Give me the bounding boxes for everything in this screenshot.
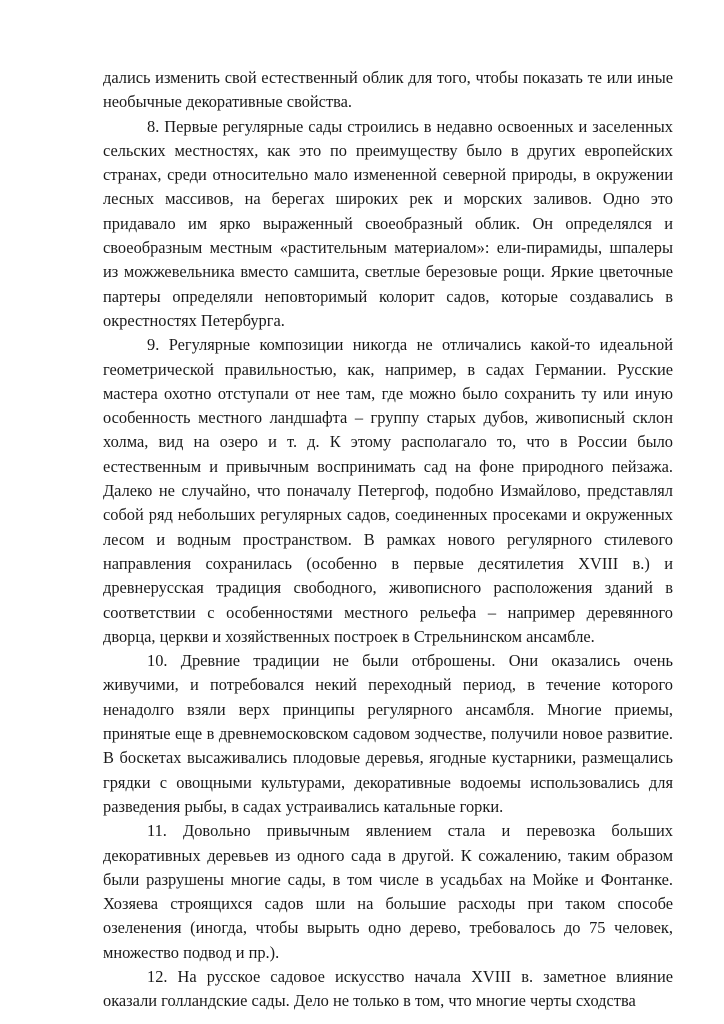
paragraph-10: 10. Древние традиции не были отброшены. Они оказались очень живучими, и потребовался некий переходный период, в течение которого ненадолго взяли верх принципы регулярного ансамбля. Многие приемы, принятые еще в древнемосковском садовом зодчестве, получили новое развитие. В боскетах высаживались плодовые деревья, ягодные кустарники, размещались грядки с овощными культурами, декоративные водоемы использовались для разведения рыбы, в садах устраивались катальные горки.	[103, 651, 673, 816]
paragraph-11: 11. Довольно привычным явлением стала и перевозка больших декоративных деревьев из одного сада в другой. К сожалению, таким образом были разрушены многие сады, в том числе в усадьбах на Мойке и Фонтанке. Хозяева строящихся садов шли на большие расходы при таком способе озеленения (иногда, чтобы вырыть одно дерево, требовалось до 75 человек, множество подвод и пр.).	[103, 821, 673, 962]
paragraph-12: 12. На русское садовое искусство начала XVIII в. заметное влияние оказали голландские сады. Дело не только в том, что многие черты сходства	[103, 966, 673, 1011]
paragraph-continuation: дались изменить свой естественный облик для того, чтобы показать те или иные необычные декоративные свойства.	[103, 68, 673, 112]
paragraph-9: 9. Регулярные композиции никогда не отличались какой-то идеальной геометрической правильностью, как, например, в садах Германии. Русские мастера охотно отступали от нее там, где можно было сохранить ту или иную особенность местного ландшафта – группу старых дубов, живописный склон холма, вид на озеро и т. д. К этому располагало то, что в России было естественным и привычным воспринимать сад на фоне природного пейзажа. Далеко не случайно, что поначалу Петергоф, подобно Измайлово, представлял собой ряд небольших регулярных садов, соединенных просеками и окруженных лесом и водным пространством. В рамках нового регулярного стилевого направления сохранилась (особенно в первые десятилетия XVIII в.) и древнерусская традиция свободного, живописного расположения зданий в соответствии с особенностями местного рельефа – например деревянного дворца, церкви и хозяйственных построек в Стрельнинском ансамбле.	[103, 335, 673, 646]
document-page	[103, 66, 673, 1014]
paragraph-8: 8. Первые регулярные сады строились в недавно освоенных и заселенных сельских местностях, как это по преимуществу было в других европейских странах, среди относительно мало измененной северной природы, в окружении лесных массивов, на берегах широких рек и морских заливов. Одно это придавало им ярко выраженный своеобразный облик. Он определялся и своеобразным местным «растительным материалом»: ели-пирамиды, шпалеры из можжевельника вместо самшита, светлые березовые рощи. Яркие цветочные партеры определяли неповторимый колорит садов, которые создавались в окрестностях Петербурга.	[103, 116, 673, 330]
